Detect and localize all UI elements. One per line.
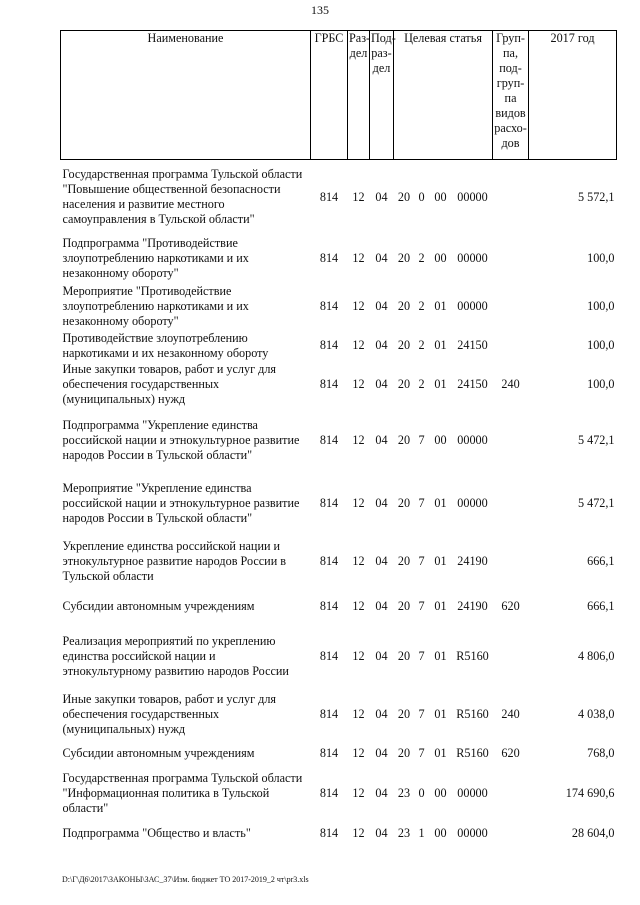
row-rz: 12 bbox=[352, 786, 365, 800]
table-row bbox=[61, 409, 617, 472]
row-grbs: 814 bbox=[319, 599, 339, 613]
row-t1: 20 bbox=[397, 299, 411, 313]
row-vr: 240 bbox=[501, 377, 520, 391]
row-grbs: 814 bbox=[319, 338, 339, 352]
row-prz: 04 bbox=[375, 554, 388, 568]
row-t3: 01 bbox=[434, 495, 447, 510]
row-t4: 00000 bbox=[457, 432, 488, 447]
row-sum: 5 472,1 bbox=[577, 495, 615, 510]
row-t4: 24150 bbox=[457, 377, 488, 391]
row-grbs: 814 bbox=[319, 251, 339, 265]
row-t1: 20 bbox=[397, 432, 411, 447]
row-name: Субсидии автономным учреждениям bbox=[62, 746, 255, 760]
row-sum: 100,0 bbox=[587, 377, 615, 391]
row-t4: 24190 bbox=[457, 599, 488, 613]
row-vr bbox=[493, 235, 529, 283]
row-t2: 1 bbox=[418, 826, 425, 840]
row-prz: 04 bbox=[375, 432, 388, 447]
row-name: Мероприятие "Укрепление единства российской нации и этнокультурное развитие народов России в Тульской области" bbox=[62, 480, 300, 525]
row-vr bbox=[493, 472, 529, 535]
row-t4: 00000 bbox=[457, 299, 488, 313]
row-t1: 20 bbox=[397, 554, 411, 568]
row-rz: 12 bbox=[352, 554, 365, 568]
row-vr bbox=[493, 767, 529, 821]
row-t3: 01 bbox=[434, 338, 447, 352]
table-row bbox=[61, 535, 617, 589]
table-row bbox=[61, 331, 617, 361]
row-name: Государственная программа Тульской области "Информационная политика в Тульской области" bbox=[62, 771, 303, 815]
row-grbs: 814 bbox=[319, 495, 339, 510]
row-t1: 20 bbox=[397, 338, 411, 352]
row-name: Подпрограмма "Противодействие злоупотреблению наркотиками и их незаконному обороту" bbox=[62, 236, 249, 280]
row-sum: 768,0 bbox=[587, 746, 615, 760]
row-rz: 12 bbox=[352, 495, 365, 510]
row-vr: 240 bbox=[501, 707, 520, 721]
row-vr: 620 bbox=[501, 746, 520, 760]
row-rz: 12 bbox=[352, 189, 365, 204]
table-row bbox=[61, 589, 617, 625]
row-t4: 24150 bbox=[457, 338, 488, 352]
row-t2: 2 bbox=[418, 377, 425, 391]
page-number: 135 bbox=[311, 3, 329, 17]
table-row bbox=[61, 741, 617, 767]
row-t2: 0 bbox=[418, 786, 425, 800]
row-grbs: 814 bbox=[319, 649, 339, 663]
row-rz: 12 bbox=[352, 707, 365, 721]
row-prz: 04 bbox=[375, 599, 388, 613]
row-name: Противодействие злоупотреблению наркотиками и их незаконному обороту bbox=[62, 330, 269, 360]
row-t1: 20 bbox=[397, 649, 411, 663]
row-t1: 20 bbox=[397, 189, 411, 204]
row-t2: 7 bbox=[418, 495, 425, 510]
row-t4: R5160 bbox=[456, 707, 489, 721]
row-prz: 04 bbox=[375, 649, 388, 663]
row-name: Государственная программа Тульской области "Повышение общественной безопасности населения и развитие местного самоуправления в Тульской области" bbox=[62, 167, 303, 227]
row-prz: 04 bbox=[375, 299, 388, 313]
row-vr bbox=[493, 283, 529, 331]
row-rz: 12 bbox=[352, 649, 365, 663]
row-grbs: 814 bbox=[319, 189, 339, 204]
row-rz: 12 bbox=[352, 432, 365, 447]
row-t2: 7 bbox=[418, 554, 425, 568]
file-path-footer: D:\Г\Д6\2017\ЗАКОНЫ\ЗАС_37\Изм. бюджет ТО 2017-2019_2 чт\pr3.xls bbox=[62, 875, 309, 884]
header-target: Целевая статья bbox=[394, 31, 493, 160]
row-sum: 4 038,0 bbox=[577, 707, 615, 721]
row-t3: 01 bbox=[434, 554, 447, 568]
row-prz: 04 bbox=[375, 746, 388, 760]
row-name: Мероприятие "Противодействие злоупотреблению наркотиками и их незаконному обороту" bbox=[62, 284, 249, 328]
row-rz: 12 bbox=[352, 299, 365, 313]
row-prz: 04 bbox=[375, 338, 388, 352]
row-t2: 7 bbox=[418, 649, 425, 663]
row-t4: 00000 bbox=[457, 251, 488, 265]
row-t3: 01 bbox=[434, 707, 447, 721]
header-razdel: Раз-дел bbox=[348, 31, 370, 160]
row-t4: 00000 bbox=[457, 826, 488, 840]
row-grbs: 814 bbox=[319, 554, 339, 568]
row-sum: 666,1 bbox=[587, 599, 615, 613]
row-t1: 20 bbox=[397, 377, 411, 391]
row-t3: 01 bbox=[434, 299, 447, 313]
header-sum: 2017 год bbox=[529, 31, 617, 160]
row-vr bbox=[493, 625, 529, 689]
header-name: Наименование bbox=[61, 31, 311, 160]
row-vr bbox=[493, 160, 529, 235]
row-t3: 00 bbox=[434, 826, 447, 840]
row-t3: 01 bbox=[434, 599, 447, 613]
row-grbs: 814 bbox=[319, 786, 339, 800]
row-t1: 20 bbox=[397, 251, 411, 265]
row-t2: 2 bbox=[418, 251, 425, 265]
row-sum: 100,0 bbox=[587, 251, 615, 265]
row-t3: 00 bbox=[434, 432, 447, 447]
table-row bbox=[61, 625, 617, 689]
row-t2: 7 bbox=[418, 746, 425, 760]
row-t2: 2 bbox=[418, 299, 425, 313]
row-rz: 12 bbox=[352, 377, 365, 391]
row-name: Подпрограмма "Укрепление единства российской нации и этнокультурное развитие народов России в Тульской области" bbox=[62, 417, 300, 462]
row-prz: 04 bbox=[375, 786, 388, 800]
header-podrazdel: Под-раз-дел bbox=[370, 31, 394, 160]
row-rz: 12 bbox=[352, 338, 365, 352]
row-vr: 620 bbox=[501, 599, 520, 613]
row-t1: 20 bbox=[397, 599, 411, 613]
row-sum: 28 604,0 bbox=[571, 826, 615, 840]
row-t2: 7 bbox=[418, 432, 425, 447]
row-t1: 23 bbox=[397, 826, 411, 840]
row-t3: 01 bbox=[434, 746, 447, 760]
row-grbs: 814 bbox=[319, 746, 339, 760]
row-rz: 12 bbox=[352, 746, 365, 760]
row-t2: 0 bbox=[418, 189, 425, 204]
row-t1: 23 bbox=[397, 786, 411, 800]
table-row bbox=[61, 235, 617, 283]
row-sum: 100,0 bbox=[587, 338, 615, 352]
row-sum: 100,0 bbox=[587, 299, 615, 313]
row-vr bbox=[493, 535, 529, 589]
table-row bbox=[61, 283, 617, 331]
row-sum: 4 806,0 bbox=[577, 649, 615, 663]
row-t1: 20 bbox=[397, 707, 411, 721]
table-row bbox=[61, 821, 617, 847]
row-grbs: 814 bbox=[319, 299, 339, 313]
row-t4: R5160 bbox=[456, 649, 489, 663]
row-t4: 00000 bbox=[457, 189, 488, 204]
row-t3: 00 bbox=[434, 189, 447, 204]
row-t4: 24190 bbox=[457, 554, 488, 568]
row-t4: R5160 bbox=[456, 746, 489, 760]
row-name: Субсидии автономным учреждениям bbox=[62, 599, 255, 613]
row-name: Подпрограмма "Общество и власть" bbox=[62, 826, 251, 840]
row-t3: 01 bbox=[434, 649, 447, 663]
table-row bbox=[61, 689, 617, 741]
row-prz: 04 bbox=[375, 495, 388, 510]
row-grbs: 814 bbox=[319, 377, 339, 391]
table-row bbox=[61, 472, 617, 535]
row-prz: 04 bbox=[375, 377, 388, 391]
row-t3: 01 bbox=[434, 377, 447, 391]
table-row bbox=[61, 160, 617, 235]
row-t2: 7 bbox=[418, 599, 425, 613]
row-t1: 20 bbox=[397, 495, 411, 510]
row-sum: 5 572,1 bbox=[577, 189, 615, 204]
row-rz: 12 bbox=[352, 251, 365, 265]
row-name: Иные закупки товаров, работ и услуг для обеспечения государственных (муниципальных) нужд bbox=[62, 362, 277, 406]
row-sum: 666,1 bbox=[587, 554, 615, 568]
row-grbs: 814 bbox=[319, 826, 339, 840]
row-name: Укрепление единства российской нации и этнокультурное развитие народов России в Тульской области bbox=[62, 539, 287, 583]
row-t3: 00 bbox=[434, 786, 447, 800]
row-rz: 12 bbox=[352, 826, 365, 840]
row-name: Иные закупки товаров, работ и услуг для обеспечения государственных (муниципальных) нужд bbox=[62, 692, 277, 736]
table-row bbox=[61, 361, 617, 409]
row-prz: 04 bbox=[375, 707, 388, 721]
row-t3: 00 bbox=[434, 251, 447, 265]
row-sum: 174 690,6 bbox=[565, 786, 615, 800]
row-prz: 04 bbox=[375, 251, 388, 265]
row-prz: 04 bbox=[375, 826, 388, 840]
table-row bbox=[61, 767, 617, 821]
budget-table bbox=[60, 30, 617, 847]
header-row bbox=[61, 31, 617, 160]
row-vr bbox=[493, 821, 529, 847]
row-sum: 5 472,1 bbox=[577, 432, 615, 447]
row-rz: 12 bbox=[352, 599, 365, 613]
row-vr bbox=[493, 409, 529, 472]
row-name: Реализация мероприятий по укреплению единства российской нации и этнокультурному развитию народов России bbox=[62, 634, 289, 678]
header-grbs: ГРБС bbox=[311, 31, 348, 160]
row-t2: 2 bbox=[418, 338, 425, 352]
row-t4: 00000 bbox=[457, 786, 488, 800]
header-vr: Груп-па, под-груп-па видов расхо-дов bbox=[493, 31, 529, 160]
row-grbs: 814 bbox=[319, 432, 339, 447]
row-grbs: 814 bbox=[319, 707, 339, 721]
row-t2: 7 bbox=[418, 707, 425, 721]
row-t4: 00000 bbox=[457, 495, 488, 510]
row-prz: 04 bbox=[375, 189, 388, 204]
row-t1: 20 bbox=[397, 746, 411, 760]
row-vr bbox=[493, 331, 529, 361]
